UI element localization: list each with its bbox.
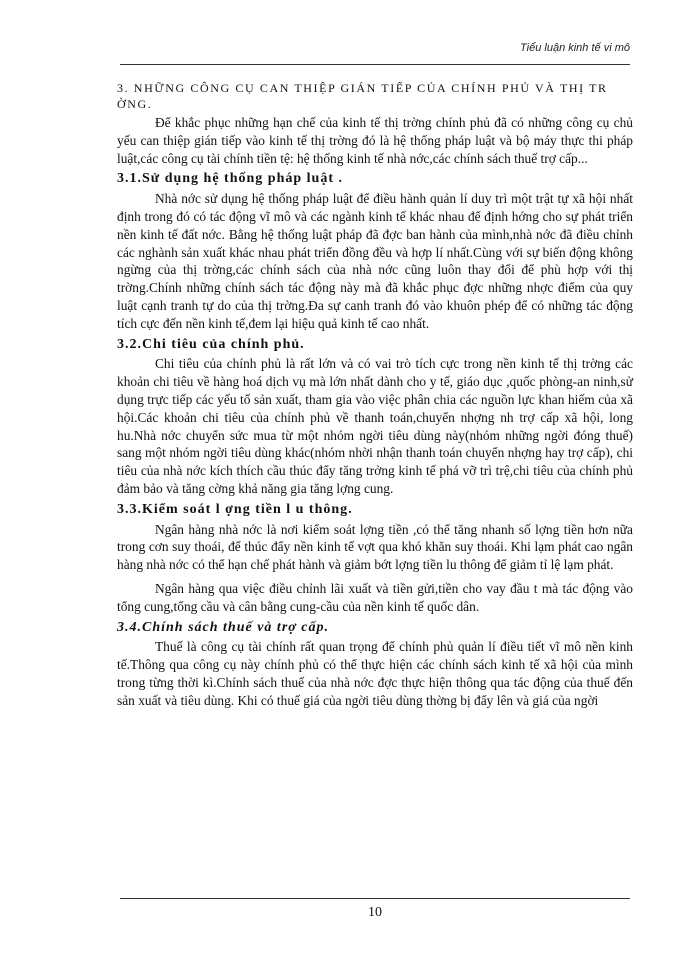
section-heading-3-2: 3.2.Chi tiêu của chính phủ. [117,336,305,352]
chapter-title: 3. NHỮNG CÔNG CỤ CAN THIỆP GIÁN TIẾP CỦA CHÍNH PHỦ VÀ THỊ TR ỜNG. [117,81,608,111]
section-3-3-paragraph-1: Ngân hàng nhà nớc là nơi kiểm soát lợng tiền ,có thể tăng nhanh số lợng tiền hơn nữa trong cơn suy thoái, để thúc đẩy nền kinh tế vợt qua khó khăn suy thoái. Khi lạm phát cao ngân hàng nhà nớc có thể hạn chế phát hành và giảm bớt lợng tiền lu thông để giảm tỉ lệ lạm phát. [117,521,633,573]
page-number: 10 [368,905,382,920]
running-title: Tiểu luận kinh tế vi mô [520,42,630,54]
section-3-4-paragraph: Thuế là công cụ tài chính rất quan trọng để chính phủ quản lí điều tiết vĩ mô nền kinh tế.Thông qua công cụ này chính phủ có thể thực hiện các chính sách kinh tế xã hội của mình trong từng thời kì.Chính sách thuế của nhà nớc đợc thực hiện thông qua tác động của thuế đến sản xuất và tiêu dùng. Khi có thuế giá của ngời tiêu dùng thờng bị đẩy lên và giá của ngời [117,639,633,708]
section-3-2-paragraph: Chi tiêu của chính phủ là rất lớn và có vai trò tích cực trong nền kinh tế thị trờng các khoản chi tiêu về hàng hoá dịch vụ mà lớn nhất dành cho y tế, giáo dục ,quốc phòng-an ninh,sử dụng trực tiếp các yếu tố sản xuất, tham gia vào việc phân chia các nguồn lực khan hiếm của xã hội.Các khoản chi tiêu của chính phủ về thanh toán,chuyển nhợng nh trợ cấp xã hội, long hu.Nhà nớc chuyển sức mua từ một nhóm ngời tiêu dùng này(nhóm những ngời đóng thuế) sang một nhóm ngời tiêu dùng khác(nhóm nhời nhận thanh toán chuyển nhợng hay trợ cấp), chi tiêu của nhà nớc kích thích cầu thúc đẩy tăng trởng kinh tế phá vỡ trì trệ,chi tiêu của chính phủ đảm bảo và tăng cờng khả năng gia tăng lợng cung. [117,356,633,496]
section-heading-3-1: 3.1.Sử dụng hệ thống pháp luật . [117,171,343,187]
page-body [117,80,633,710]
intro-paragraph: Để khắc phục những hạn chế của kinh tế thị trờng chính phủ đã có những công cụ chủ yếu can thiệp gián tiếp vào kinh tế thị trờng đó là hệ thống pháp luật và bộ máy thực thi pháp luật,các công cụ tài chính tiền tệ: hệ thống kinh tế nhà nớc,các chính sách thuế trợ cấp... [117,115,633,166]
header-rule [120,64,630,65]
page-header [120,40,630,65]
section-heading-3-3: 3.3.Kiểm soát l ợng tiền l u thông. [117,501,353,517]
section-3-1-paragraph: Nhà nớc sử dụng hệ thống pháp luật để điều hành quản lí duy trì một trật tự xã hội nhất định trong đó có tác động vĩ mô và các ngành kinh tế khác nhau để định hớng cho sự phát triển nền kinh tế đất nớc. Bằng hệ thống luật pháp đã đợc ban hành của mình,nhà nớc đã điều chỉnh các nghành sản xuất khác nhau phát triển đồng đều và hợp lí nhất.Cùng với sự biến động không ngừng của thị trờng,các chính sách của nhà nớc cũng luôn thay đổi để phù hợp với thị trờng.Chính những chính sách tác động này mà đã khắc phục đợc những nhợc điểm của quy luật cạnh tranh tự do của thị trờng.Đa sự canh tranh đó vào khuôn phép để có những tác động tích cực đến nền kinh tế,đem lại hiệu quả kinh tế cao nhất. [117,191,633,331]
page-footer [120,898,630,921]
section-3-3-paragraph-2: Ngân hàng qua việc điều chỉnh lãi xuất và tiền gửi,tiền cho vay đầu t mà tác động vào tổng cung,tổng cầu và cân bằng cung-cầu của nền kinh tế quốc dân. [117,580,633,614]
section-heading-3-4: 3.4.Chính sách thuế và trợ cấp. [117,619,329,635]
footer-rule [120,898,630,899]
